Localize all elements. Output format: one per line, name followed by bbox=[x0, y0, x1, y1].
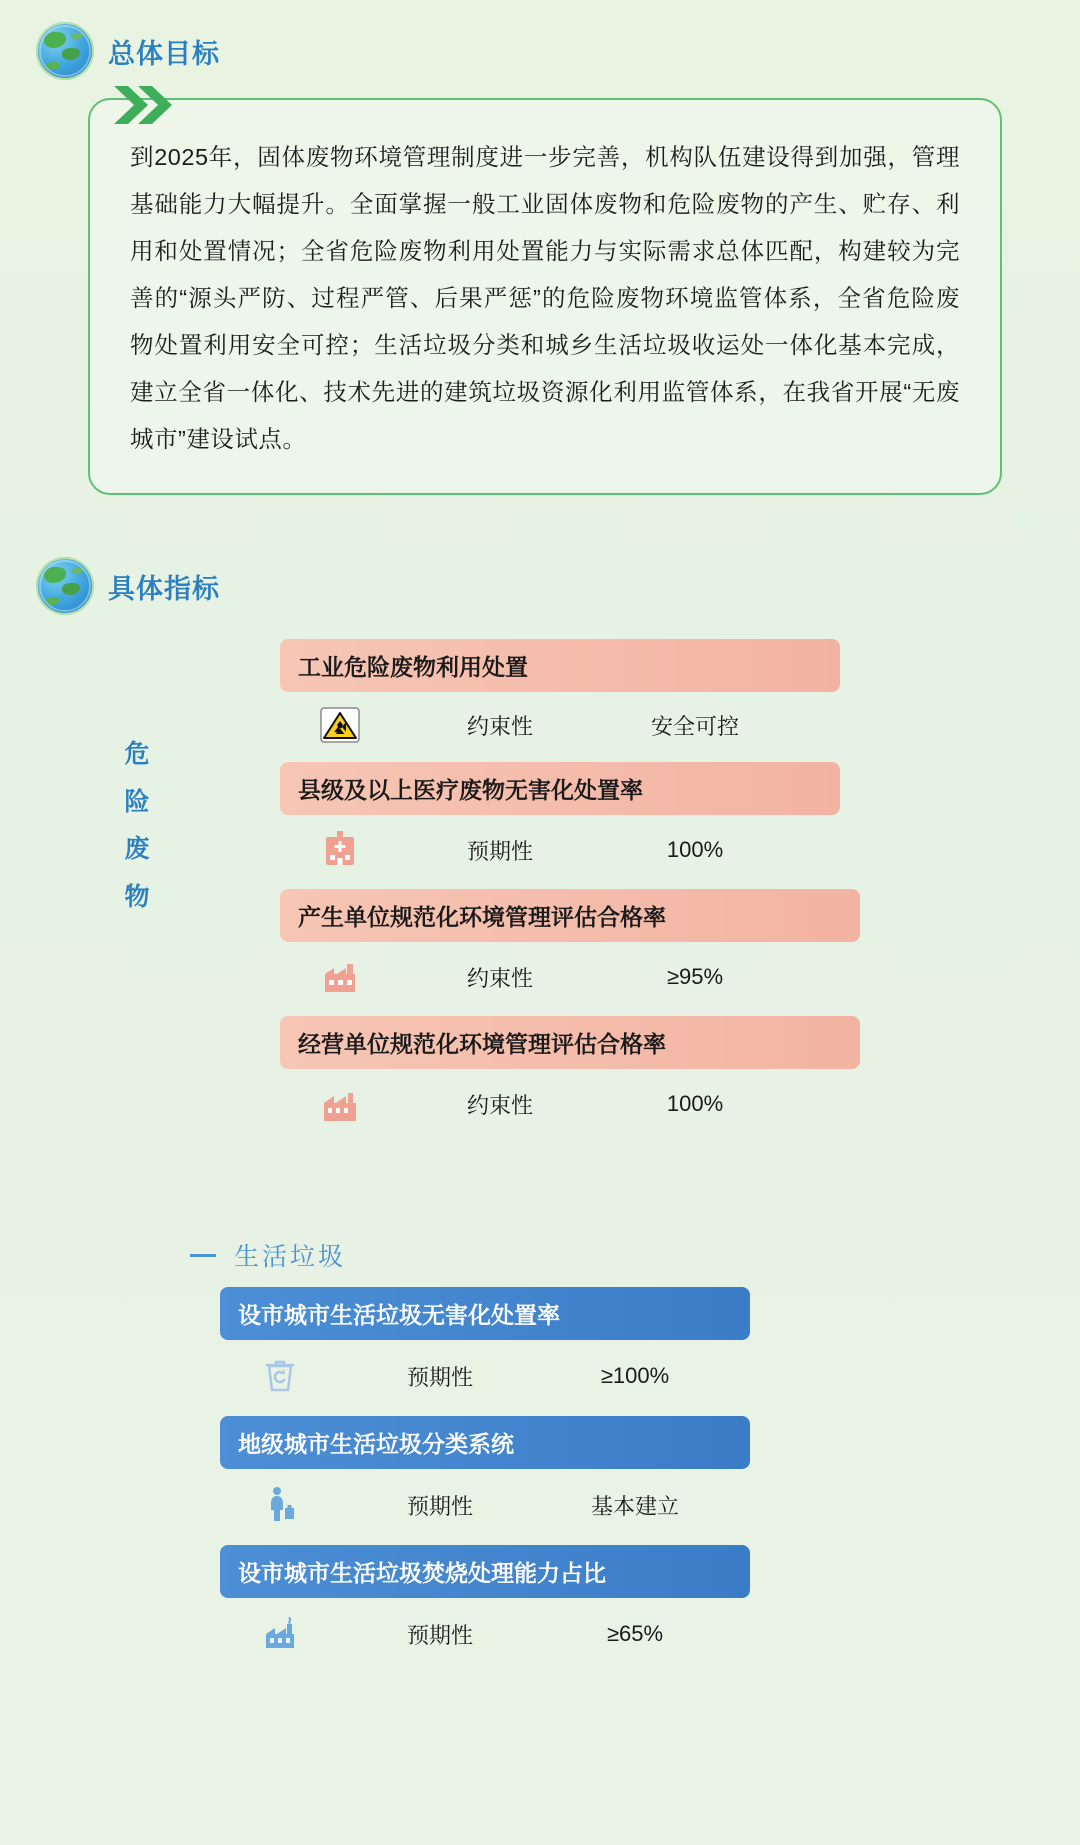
factory-icon bbox=[280, 954, 400, 1000]
indicator-type: 预期性 bbox=[406, 1364, 473, 1390]
indicator-bar: 经营单位规范化环境管理评估合格率 bbox=[280, 1016, 860, 1069]
table-row bbox=[280, 704, 900, 746]
incinerator-icon bbox=[220, 1610, 340, 1658]
overall-goal-header bbox=[36, 22, 1080, 80]
overall-goal-title: 总体目标 bbox=[108, 38, 220, 69]
person-trash-icon bbox=[220, 1481, 340, 1529]
dash-icon bbox=[190, 1254, 216, 1257]
table-row bbox=[220, 1481, 1080, 1529]
overall-goal-text: 到2025年，固体废物环境管理制度进一步完善，机构队伍建设得到加强，管理基础能力大幅提升。全面掌握一般工业固体废物和危险废物的产生、贮存、利用和处置情况；全省危险废物利用处置能力与实际需求总体匹配，构建较为完善的“源头严防、过程严管、后果严惩”的危险废物环境监管体系，全省危险废物处置利用安全可控；生活垃圾分类和城乡生活垃圾收运处一体化基本完成，建立全省一体化、技术先进的建筑垃圾资源化利用监管体系，在我省开展“无废城市”建设试点。 bbox=[130, 144, 960, 452]
life-waste-header bbox=[190, 1237, 1080, 1273]
indicators-section bbox=[0, 557, 1080, 1658]
life-waste-rows bbox=[220, 1287, 1080, 1658]
life-waste-group bbox=[0, 1237, 1080, 1658]
table-row bbox=[220, 1352, 1080, 1400]
indicator-bar: 地级城市生活垃圾分类系统 bbox=[220, 1416, 750, 1469]
indicators-title: 具体指标 bbox=[108, 573, 220, 604]
infographic-page bbox=[0, 22, 1080, 1845]
overall-goal-card bbox=[88, 98, 1002, 495]
globe-icon bbox=[36, 22, 94, 80]
indicator-type: 预期性 bbox=[466, 838, 533, 864]
indicator-value: 100% bbox=[666, 837, 724, 862]
hazard-warning-icon bbox=[280, 704, 400, 746]
indicator-bar: 设市城市生活垃圾焚烧处理能力占比 bbox=[220, 1545, 750, 1598]
indicator-value: 100% bbox=[666, 1091, 724, 1116]
indicator-type: 约束性 bbox=[466, 1092, 533, 1118]
hazard-waste-vertical-label: 危险废物 bbox=[124, 740, 152, 911]
table-row bbox=[220, 1610, 1080, 1658]
indicator-value: ≥65% bbox=[606, 1621, 664, 1646]
chevron-right-icon bbox=[108, 82, 178, 128]
table-row bbox=[280, 827, 900, 873]
trash-bin-icon bbox=[220, 1352, 340, 1400]
table-row bbox=[280, 1081, 900, 1127]
indicator-value: 基本建立 bbox=[590, 1493, 679, 1519]
indicator-bar: 县级及以上医疗废物无害化处置率 bbox=[280, 762, 840, 815]
overall-goal-card-wrap bbox=[0, 98, 1080, 495]
indicator-type: 预期性 bbox=[406, 1493, 473, 1519]
globe-icon bbox=[36, 557, 94, 615]
table-row bbox=[280, 954, 900, 1000]
hazard-waste-rows bbox=[280, 639, 900, 1127]
hospital-icon bbox=[280, 827, 400, 873]
indicators-header bbox=[36, 557, 1080, 615]
indicator-value: ≥100% bbox=[600, 1363, 670, 1388]
indicator-value: ≥95% bbox=[666, 964, 724, 989]
plant-icon bbox=[280, 1081, 400, 1127]
indicator-bar: 设市城市生活垃圾无害化处置率 bbox=[220, 1287, 750, 1340]
indicator-value: 安全可控 bbox=[650, 713, 739, 739]
indicator-type: 预期性 bbox=[406, 1622, 473, 1648]
life-waste-label: 生活垃圾 bbox=[234, 1243, 347, 1271]
indicator-bar: 产生单位规范化环境管理评估合格率 bbox=[280, 889, 860, 942]
indicator-type: 约束性 bbox=[466, 713, 533, 739]
indicator-type: 约束性 bbox=[466, 965, 533, 991]
indicator-bar: 工业危险废物利用处置 bbox=[280, 639, 840, 692]
hazard-waste-group bbox=[0, 639, 1080, 1127]
